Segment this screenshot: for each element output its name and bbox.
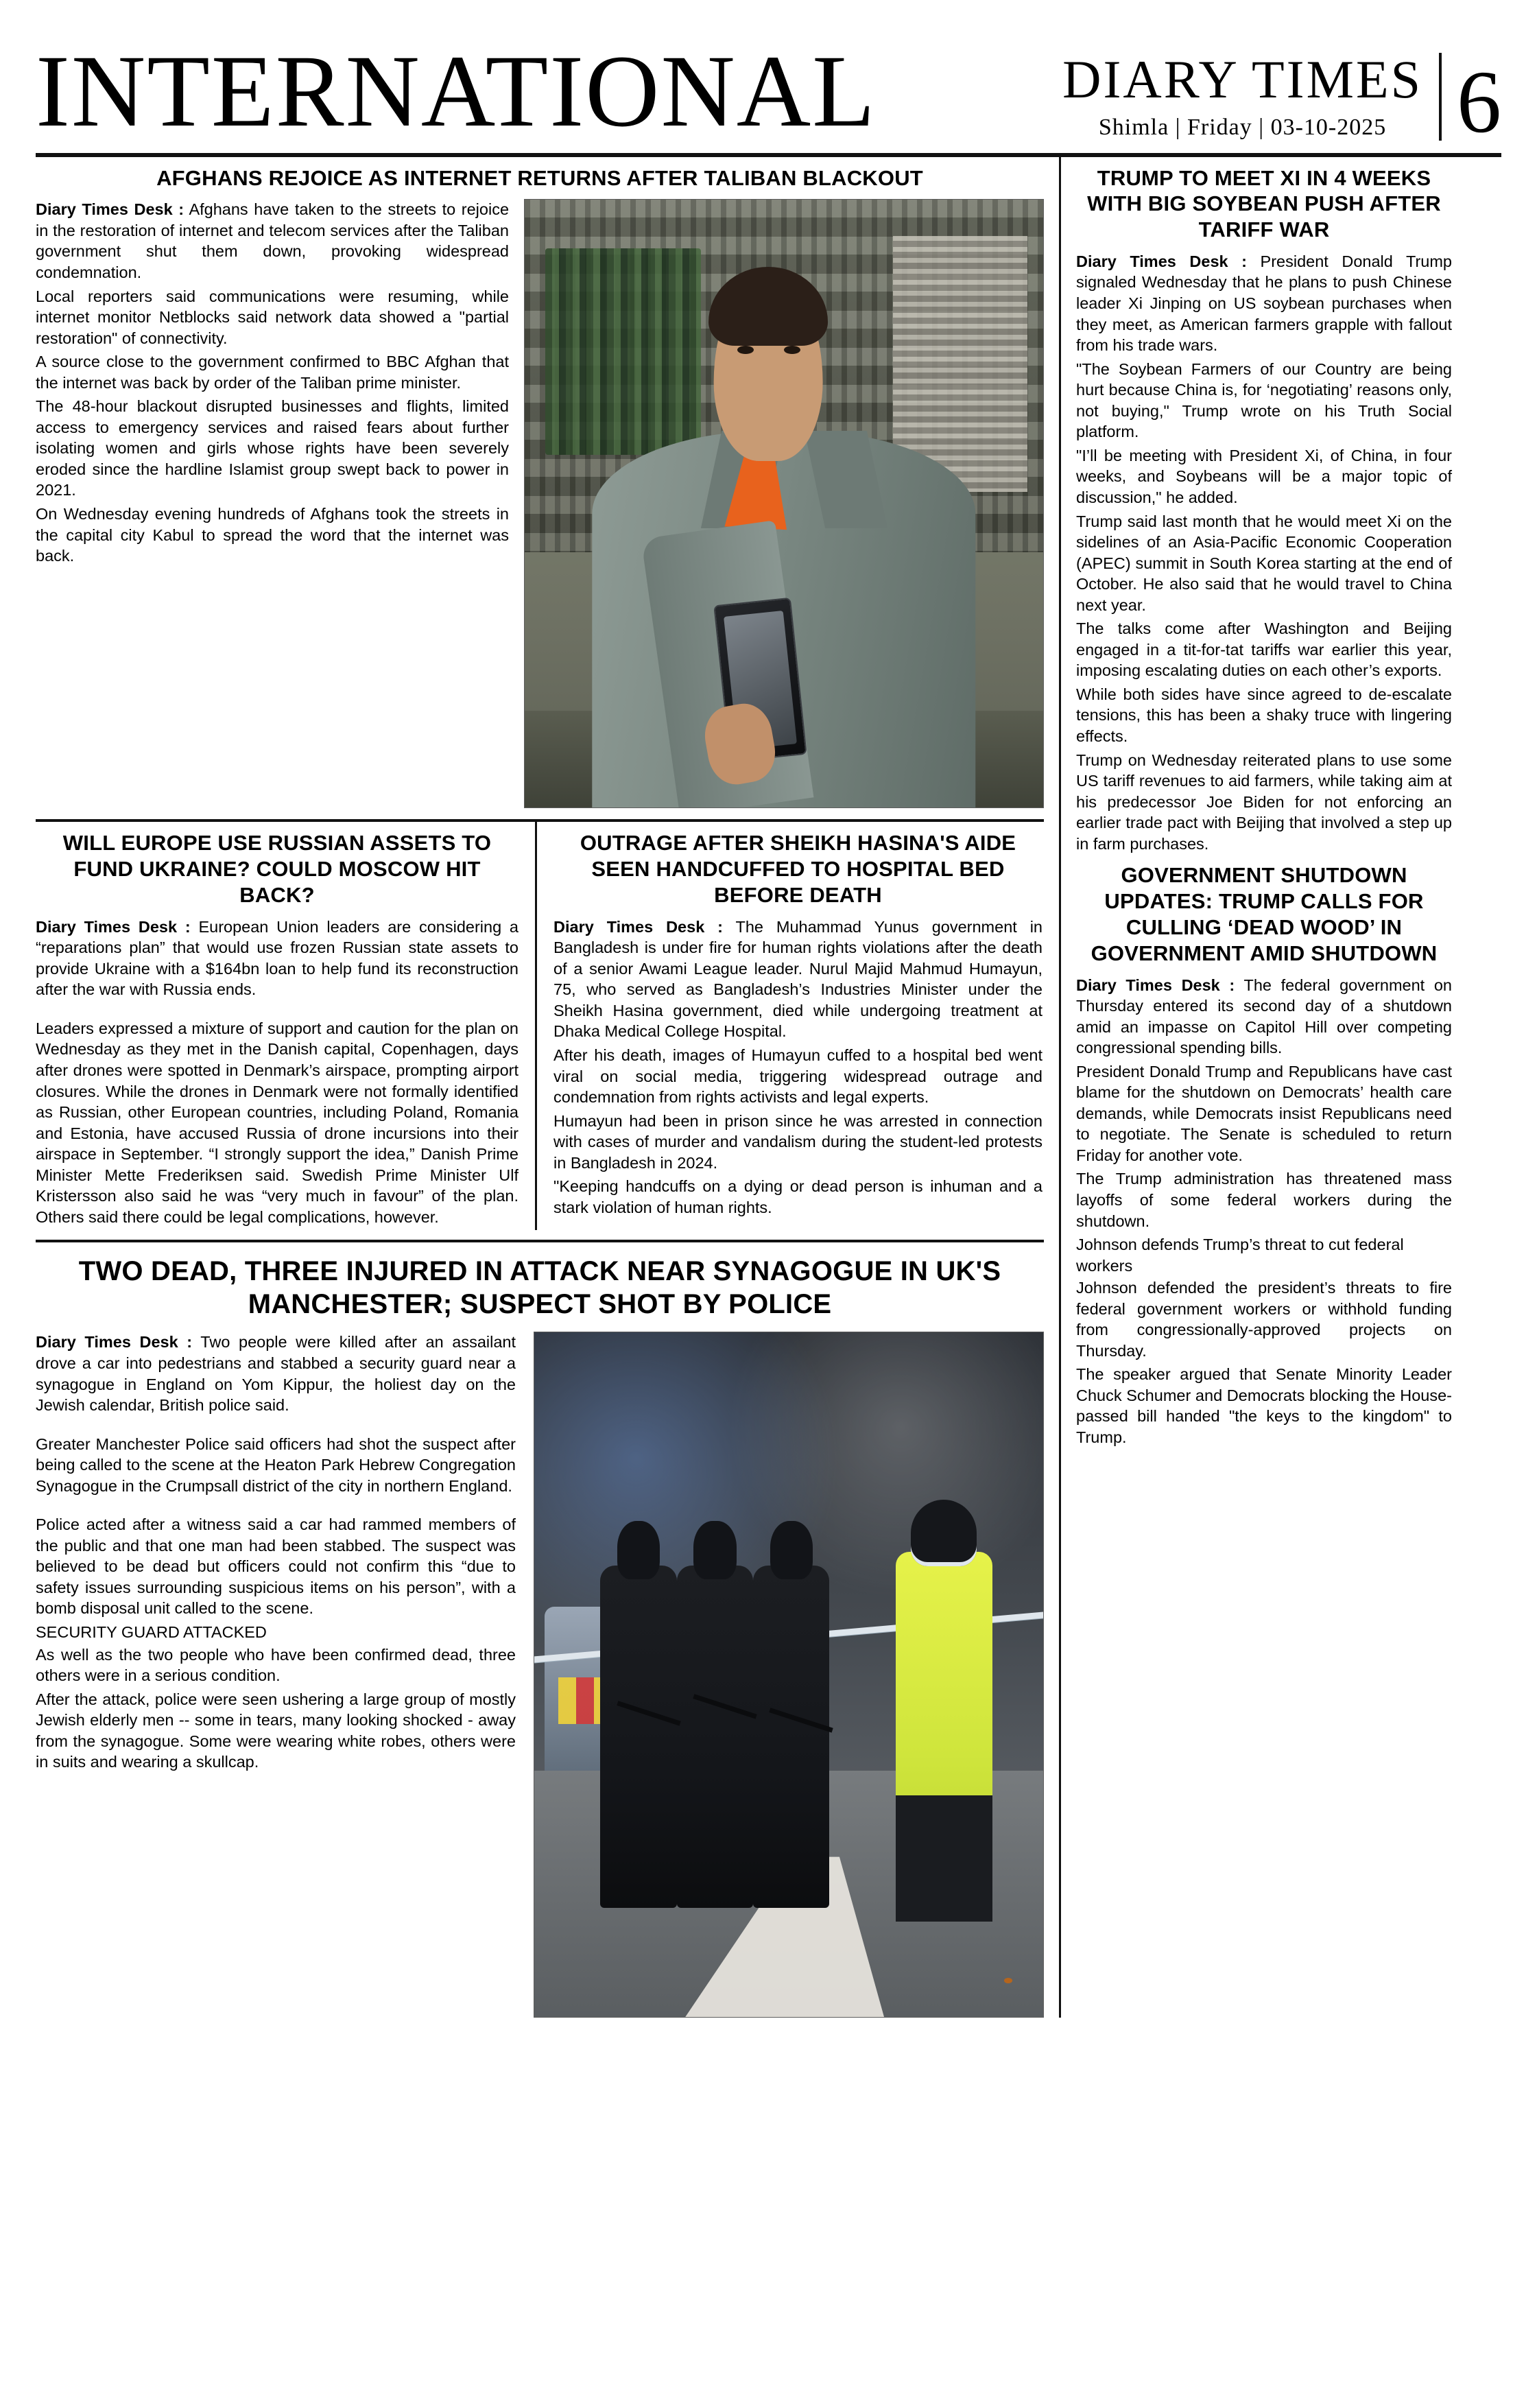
headline-hasina: OUTRAGE AFTER SHEIKH HASINA'S AIDE SEEN HANDCUFFED TO HOSPITAL BED BEFORE DEATH (580, 831, 1016, 907)
brand-block (1062, 49, 1442, 141)
paragraph: The 48-hour blackout disrupted businesses and flights, limited access to emergency services and raised fears about further isolating women and girls whose rights have been severely eroded since the hardline Islamist group swept back to power in 2021. (36, 397, 509, 499)
paragraph: "Keeping handcuffs on a dying or dead person is inhuman and a stark violation of human rights. (553, 1177, 1042, 1216)
photo-afghans (524, 199, 1044, 808)
paragraph: Humayun had been in prison since he was arrested in connection with cases of murder and vandalism during the student-led protests in Bangladesh in 2024. (553, 1111, 1042, 1172)
paragraph: Greater Manchester Police said officers had shot the suspect after being called to the scene at the Heaton Park Hebrew Congregation Synagogue in the Crumpsall district of the city in northern England. (36, 1435, 516, 1495)
headline-afghans: AFGHANS REJOICE AS INTERNET RETURNS AFTER TALIBAN BLACKOUT (156, 165, 923, 190)
page-number: 6 (1457, 53, 1501, 152)
paragraph: As well as the two people who have been confirmed dead, three others were in a serious condition. (36, 1645, 516, 1685)
story-afghans-text (36, 199, 509, 808)
story-manchester-text (36, 1332, 516, 2018)
paragraph (36, 917, 519, 1000)
photo-officer (600, 1566, 676, 1908)
divider-after-band (36, 1240, 1044, 1242)
paragraph: The Trump administration has threatened mass layoffs of some federal workers during the shutdown. (1076, 1170, 1452, 1230)
subheading-johnson-defends: Johnson defends Trump’s threat to cut federal workers (1076, 1236, 1404, 1275)
right-column (1061, 157, 1452, 2018)
story-europe (36, 822, 535, 1230)
paragraph: "The Soybean Farmers of our Country are being hurt because China is, for ‘negotiating’ reasons only, not buying," Trump wrote on his Truth Social platform. (1076, 359, 1452, 441)
main-grid (36, 157, 1501, 2018)
paragraph-text: Two people were killed after an assailant drove a car into pedestrians and stabbed a security guard near a synagogue in England on Yom Kippur, the holiest day on the Jewish calendar, British police said. (36, 1333, 516, 1415)
paragraph: After the attack, police were seen ushering a large group of mostly Jewish elderly men -- some in tears, many looking shocked - away from the synagogue. Some were wearing white robes, others were in suits and wearing a skullcap. (36, 1690, 516, 1771)
masthead-right (1062, 49, 1501, 152)
desk-byline: Diary Times Desk : (36, 917, 191, 936)
paragraph: Johnson defended the president’s threats to fire federal government workers or withhold funding from congressionally-approved projects on Thursday. (1076, 1279, 1452, 1360)
paragraph: Trump said last month that he would meet Xi on the sidelines of an Asia-Pacific Economic Cooperation (APEC) summit in South Korea starting at the end of October. He also said that he would travel to China next year. (1076, 512, 1452, 614)
headline-shutdown: GOVERNMENT SHUTDOWN UPDATES: TRUMP CALLS FOR CULLING ‘DEAD WOOD’ IN GOVERNMENT AMID SHUTDOWN (1091, 863, 1438, 965)
story-hasina (535, 822, 1042, 1230)
photo-hi-vis-officer (896, 1552, 992, 1922)
paragraph (36, 199, 509, 283)
story-manchester (36, 1332, 1044, 2018)
paragraph-text: The federal government on Thursday entered its second day of a shutdown amid an impasse on Capitol Hill over competing congressional spending bills. (1076, 976, 1452, 1057)
paragraph: Trump on Wednesday reiterated plans to use some US tariff revenues to aid farmers, while taking aim at his predecessor Joe Biden for not enforcing an earlier trade pact with Beijing that involved a step up in farm purchases. (1076, 751, 1452, 853)
paragraph: Police acted after a witness said a car had rammed members of the public and that one man had been stabbed. The suspect was believed to be dead but officers could not confirm this “due to safety issues surrounding suspicious items on his person”, with a bomb disposal unit called to the scene. (36, 1515, 516, 1618)
paragraph: After his death, images of Humayun cuffed to a hospital bed went viral on social media, triggering widespread outrage and condemnation from rights activists and legal experts. (553, 1046, 1042, 1107)
paragraph (553, 917, 1042, 1042)
paragraph: While both sides have since agreed to de-escalate tensions, this has been a shaky truce with lingering effects. (1076, 685, 1452, 745)
desk-byline: Diary Times Desk : (1076, 252, 1247, 270)
brand-name: DIARY TIMES (1062, 49, 1422, 109)
paragraph (1076, 975, 1452, 1059)
paragraph: The talks come after Washington and Beijing engaged in a tit-for-tat tariffs war earlier this year, imposing escalating duties on each other’s exports. (1076, 619, 1452, 680)
paragraph: President Donald Trump and Republicans have cast blame for the shutdown on Democrats’ health care demands, while Democrats insist Republicans need to negotiate. The Senate is scheduled to return Friday for another vote. (1076, 1062, 1452, 1164)
subheading-security-guard: SECURITY GUARD ATTACKED (36, 1622, 267, 1641)
photo-armed-police (534, 1332, 1044, 2018)
photo-bottles (545, 248, 701, 455)
photo-manchester (534, 1332, 1044, 2018)
paragraph-text: The Muhammad Yunus government in Bangladesh is under fire for human rights violations after the death of a senior Awami League leader. Nurul Majid Mahmud Humayun, 75, who served as Bangladesh’s Industries Minister under the Sheikh Hasina government, died while undergoing treatment at Dhaka Medical College Hospital. (553, 917, 1042, 1041)
paragraph (36, 1332, 516, 1415)
photo-leaf (1004, 1978, 1012, 1983)
paragraph: On Wednesday evening hundreds of Afghans took the streets in the capital city Kabul to spread the word that the internet was back. (36, 504, 509, 565)
paragraph-text: European Union leaders are considering a “reparations plan” that would use frozen Russian state assets to provide Ukraine with a $164bn loan to help fund its reconstruction after the war with Russia ends. (36, 917, 519, 999)
desk-byline: Diary Times Desk : (1076, 976, 1235, 994)
paragraph: The speaker argued that Senate Minority Leader Chuck Schumer and Democrats blocking the House-passed bill handed "the keys to the kingdom" to Trump. (1076, 1365, 1452, 1446)
masthead (36, 34, 1501, 152)
paragraph: Leaders expressed a mixture of support and caution for the plan on Wednesday as they met in the Danish capital, Copenhagen, days after drones were spotted in Denmark’s airspace, prompting airport closures. While the drones in Denmark were not formally identified as Russian, other European countries, including Poland, Romania and Estonia, have accused Russia of drone incursions into their airspace in September. “I strongly support the idea,” Danish Prime Minister Mette Frederiksen said. Swedish Prime Minister Ulf Kristersson also said he was “very much in favour” of the plan. Others said there could be legal complications, however. (36, 1019, 519, 1226)
desk-byline: Diary Times Desk : (36, 200, 184, 219)
desk-byline: Diary Times Desk : (553, 917, 724, 936)
left-columns (36, 157, 1059, 2018)
dateline: Shimla | Friday | 03-10-2025 (1098, 114, 1387, 140)
story-afghans (36, 199, 1044, 808)
paragraph: "I’ll be meeting with President Xi, of China, in four weeks, and Soybeans will be a major topic of discussion," he added. (1076, 446, 1452, 506)
photo-officer (753, 1566, 829, 1908)
paragraph-text: President Donald Trump signaled Wednesday that he plans to push Chinese leader Xi Jinping on US soybean purchases when they meet, as American farmers grapple with fallout from his trade wars. (1076, 252, 1452, 355)
headline-manchester: TWO DEAD, THREE INJURED IN ATTACK NEAR SYNAGOGUE IN UK'S MANCHESTER; SUSPECT SHOT BY POLICE (78, 1256, 1001, 1320)
paragraph: A source close to the government confirmed to BBC Afghan that the internet was back by order of the Taliban prime minister. (36, 353, 509, 392)
paragraph (1076, 251, 1452, 356)
paragraph-text: Afghans have taken to the streets to rejoice in the restoration of internet and telecom services after the Taliban government shut them down, provoking widespread condemnation. (36, 200, 510, 281)
headline-europe: WILL EUROPE USE RUSSIAN ASSETS TO FUND UKRAINE? COULD MOSCOW HIT BACK? (62, 831, 492, 907)
headline-trump-xi: TRUMP TO MEET XI IN 4 WEEKS WITH BIG SOYBEAN PUSH AFTER TARIFF WAR (1087, 165, 1441, 242)
photo-officer (677, 1566, 753, 1908)
desk-byline: Diary Times Desk : (36, 1333, 193, 1351)
photo-man-with-phone (524, 199, 1044, 808)
story-band-two-column (36, 822, 1044, 1230)
section-title: INTERNATIONAL (36, 34, 877, 148)
paragraph: Local reporters said communications were resuming, while internet monitor Netblocks said network data showed a "partial restoration" of connectivity. (36, 287, 509, 347)
